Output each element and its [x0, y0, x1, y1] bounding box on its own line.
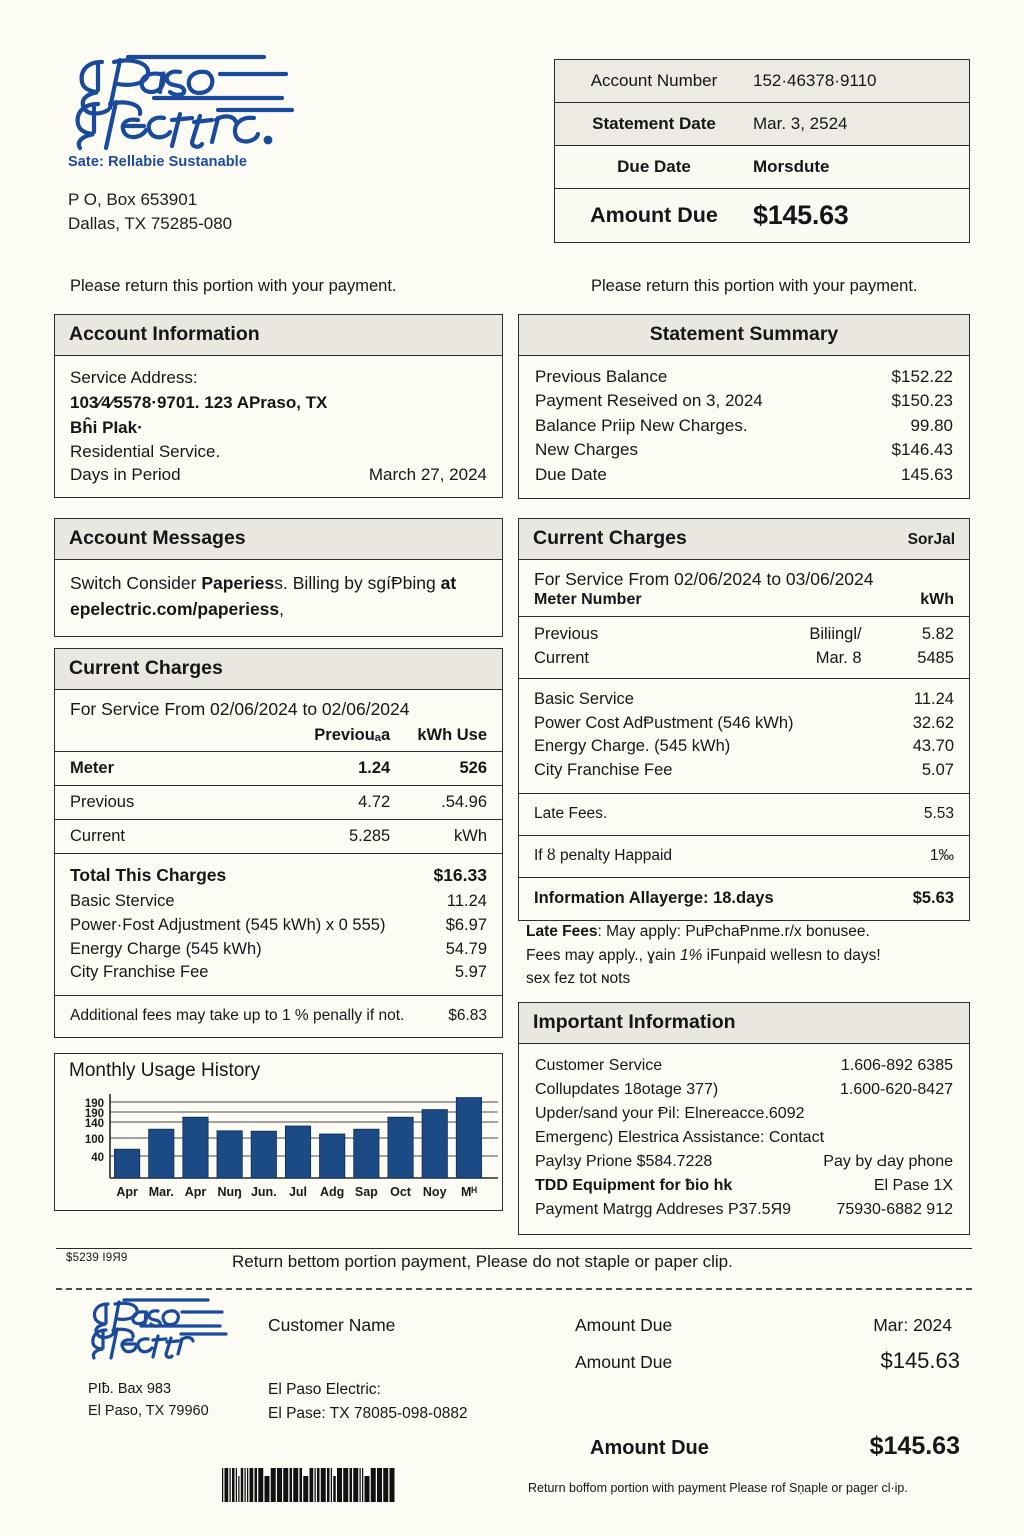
charge-line-value: $16.33: [433, 865, 487, 885]
charge-line-label: Total This Charges: [70, 865, 227, 885]
contact-value: 1.606-892 6385: [840, 1057, 953, 1074]
charge-line-value: $6.97: [445, 915, 487, 934]
barcode-bar: [377, 1468, 382, 1502]
chart-x-tick-label: Sap: [354, 1185, 378, 1199]
chart-bar: [388, 1117, 413, 1178]
chart-y-tick-label: 190: [84, 1098, 104, 1110]
summary-row-value: $150.23: [891, 391, 953, 411]
account-number-label: Account Number: [590, 71, 718, 90]
summary-row-label: Due Date: [535, 464, 607, 484]
charge-line-value: 32.62: [912, 713, 954, 732]
chart-bar: [114, 1149, 139, 1178]
meter-col-previous: Previouₐa: [314, 726, 391, 744]
stub-address-left-line2: El Paso, TX 79960: [88, 1403, 209, 1420]
statement-date-row: [555, 103, 969, 146]
company-return-address: [68, 188, 232, 236]
barcode-bar: [255, 1468, 258, 1502]
barcode-bar: [238, 1476, 239, 1502]
meter-row-label: Previous: [55, 786, 274, 820]
current-charges-right-side-label: SorJal: [907, 531, 955, 548]
stub-date-value: Mar: 2024: [873, 1315, 952, 1335]
message-text-post: ,: [279, 599, 285, 620]
meter-table-row: [55, 786, 502, 820]
monthly-usage-history-panel: [54, 1053, 503, 1211]
barcode-bar: [371, 1468, 376, 1502]
barcode-bar: [265, 1476, 270, 1502]
barcode-bar: [277, 1468, 282, 1502]
meter-reading-date: Biliingl/: [809, 625, 862, 643]
summary-row-value: $152.22: [891, 367, 953, 386]
information-average-label: Information Allayerge: 18.days: [534, 888, 774, 907]
chart-y-tick-label: 40: [91, 1152, 104, 1164]
service-period-right: For Service From 02/06/2024 to 03/06/2024: [534, 569, 874, 589]
meter-row-label: Current: [55, 820, 274, 854]
late-fees-disclaimer-pct: 1%: [679, 946, 703, 964]
chart-x-tick-label: Nuŋ: [217, 1185, 242, 1199]
account-number-value: 152·46378·9110: [753, 71, 877, 90]
barcode-bar: [290, 1468, 293, 1502]
meter-row-kwh: 526: [390, 752, 502, 786]
chart-bar: [149, 1129, 174, 1178]
barcode-bar: [360, 1468, 361, 1502]
meter-row-previous: 5.285: [274, 820, 390, 854]
message-bold-paperless: Paperies: [201, 573, 275, 593]
statement-summary-rows: [519, 356, 969, 498]
chart-x-tick-label: Noy: [422, 1185, 447, 1199]
barcode-bar: [247, 1468, 248, 1502]
penalty-value: 1‰: [929, 846, 954, 864]
barcode-bar: [271, 1468, 276, 1502]
meter-table-row: [55, 752, 502, 786]
meter-reading-row: [534, 647, 954, 671]
service-type: Residential Service.: [70, 442, 221, 462]
chart-title: Monthly Usage History: [69, 1060, 261, 1081]
charge-line: [70, 863, 487, 890]
stub-reference-code: $5239 І9Я9: [66, 1252, 128, 1264]
charge-line-label: Power·Fost Adjustment (545 kWh) x 0 555): [70, 915, 386, 934]
barcode-bar: [236, 1468, 237, 1502]
account-information-panel: [54, 314, 503, 498]
account-message-text: [70, 570, 487, 623]
contact-value: Pay by Ԁay phone: [823, 1153, 953, 1170]
chart-x-tick-label: Jun.: [250, 1185, 277, 1199]
meter-reading-kwh: 5.82: [921, 625, 954, 643]
stub-tear-line: [56, 1288, 972, 1290]
important-information-rows: [519, 1044, 969, 1234]
chart-x-tick-label: Apr: [184, 1185, 207, 1199]
charge-line-value: 5.97: [454, 963, 487, 982]
charge-line: [70, 961, 487, 985]
late-fees-row: [519, 793, 969, 835]
return-address-line-1: P O, Box 653901: [68, 190, 198, 209]
barcode-bar: [390, 1468, 395, 1502]
contact-label: Collupdates 18otage 377): [535, 1081, 719, 1098]
chart-plot-area: [55, 1086, 502, 1204]
current-charges-right-header: [519, 519, 969, 560]
summary-row: [535, 463, 953, 487]
meter-reading-date: Mar. 8: [815, 648, 862, 667]
contact-label: Upder/sand your Ᵽil: Elnereacce.6092: [535, 1105, 805, 1122]
meter-number-label: Meter Number: [534, 591, 642, 608]
meter-reading-label: Current: [534, 648, 590, 667]
charge-lines-right: [519, 678, 969, 793]
barcode-bar: [230, 1468, 231, 1502]
stub-address-right: [268, 1378, 468, 1426]
stub-footer-note: Return boffom portion with payment Please rof Sņaple or pager cl·ip.: [528, 1481, 908, 1495]
charge-line: [534, 735, 954, 759]
late-fees-disclaimer-bold: Late Fees: [526, 923, 598, 940]
chart-x-tick-label: Mᴴ: [460, 1185, 477, 1199]
charge-line-label: City Franchise Fee: [70, 963, 209, 982]
barcode-bar: [353, 1468, 358, 1502]
charge-line: [70, 914, 487, 938]
usage-bar-chart: [55, 1086, 504, 1204]
stub-el-paso-electric-logo-mark: [88, 1298, 238, 1360]
contact-row: [535, 1054, 953, 1078]
summary-row-value: 99.80: [910, 415, 953, 435]
late-fees-label: Late Fees.: [534, 804, 608, 822]
chart-bar: [285, 1126, 310, 1178]
contact-row: [535, 1078, 953, 1102]
meter-reading-row: [534, 623, 954, 647]
additional-fees-value: $6.83: [448, 1007, 487, 1025]
current-charges-left-title: Current Charges: [55, 649, 502, 690]
current-charges-left-panel: [54, 648, 503, 1038]
chart-y-tick-label: 140: [84, 1118, 104, 1130]
meter-row-label: Meter: [55, 752, 274, 786]
meter-table-row: [55, 820, 502, 854]
return-portion-note-left: Please return this portion with your payment.: [70, 277, 397, 295]
summary-row: [535, 365, 953, 389]
stub-logo: [88, 1298, 238, 1365]
contact-label: Emergenc) Elestrica Assistance: Contact: [535, 1129, 825, 1146]
barcode-bar: [245, 1468, 246, 1502]
chart-x-tick-label: Apr: [116, 1185, 138, 1199]
contact-row: [535, 1198, 953, 1222]
summary-row-value: 145.63: [901, 464, 953, 484]
late-fees-value: 5.53: [923, 804, 954, 822]
important-information-title: Important Information: [519, 1003, 969, 1044]
contact-label: TDD Equipment for ƀio hk: [535, 1177, 733, 1194]
meter-number-header-right: [519, 591, 969, 616]
return-portion-note-right: Please return this portion with your payment.: [591, 277, 918, 295]
amount-due-value: $145.63: [753, 200, 849, 230]
contact-row: [535, 1102, 953, 1126]
stub-divider-rule: [56, 1248, 972, 1249]
account-messages-title: Account Messages: [55, 519, 502, 560]
barcode-bar: [303, 1476, 308, 1502]
stub-amount-due-label-1: Amount Due: [575, 1315, 673, 1335]
stub-amount-due-value-2: $145.63: [880, 1348, 960, 1373]
meter-row-kwh: .54.96: [390, 786, 502, 820]
stub-address-right-line1: El Paso Electric:: [268, 1381, 381, 1398]
chart-x-tick-label: Jul: [288, 1185, 308, 1199]
charge-line: [534, 688, 954, 712]
charge-line: [70, 890, 487, 914]
charge-line-value: 43.70: [912, 737, 954, 756]
additional-fees-label: Additional fees may take up to 1 % penally if not.: [70, 1007, 405, 1025]
summary-row: [535, 414, 953, 438]
stub-amount-due-label-2: Amount Due: [575, 1352, 673, 1372]
barcode-bar: [317, 1468, 320, 1502]
meter-row-kwh: kWh: [390, 820, 502, 854]
contact-label: Customer Service: [535, 1057, 663, 1074]
amount-due-label: Amount Due: [590, 203, 718, 227]
message-bold-url[interactable]: at epelectric.com/paperiess: [70, 573, 457, 620]
meter-row-previous: 4.72: [274, 786, 390, 820]
return-address-line-2: Dallas, TX 75285-080: [68, 214, 233, 234]
charge-line-label: City Franchise Fee: [534, 761, 673, 780]
summary-row: [535, 438, 953, 462]
account-number-row: [555, 60, 969, 103]
chart-bar: [320, 1134, 345, 1178]
information-average-value: $5.63: [912, 888, 954, 907]
barcode-bar: [225, 1468, 229, 1502]
company-logo: [68, 52, 368, 170]
account-information-title: Account Information: [55, 315, 502, 356]
barcode-bar: [283, 1468, 288, 1502]
stub-address-left-line1: PІƀ. Bax 983: [88, 1381, 172, 1397]
meter-col-blank: [55, 722, 274, 752]
meter-reading-label: Previous: [534, 625, 599, 643]
summary-row-label: Payment Reseived on 3, 2024: [535, 391, 763, 411]
charge-line-label: Basic Stervice: [70, 892, 175, 911]
kwh-label: kWh: [920, 591, 954, 608]
days-in-period-value: March 27, 2024: [368, 465, 487, 485]
due-date-value: Morsdute: [753, 157, 830, 176]
barcode-bar: [331, 1468, 332, 1502]
account-messages-panel: [54, 518, 503, 637]
days-in-period-row: [70, 465, 487, 485]
meter-reading-kwh: 5485: [917, 648, 954, 667]
stub-address-left: [88, 1378, 209, 1423]
charge-line: [70, 938, 487, 962]
current-charges-right-panel: [518, 518, 970, 921]
meter-table-header: [55, 722, 502, 752]
charge-line-label: Basic Service: [534, 689, 634, 708]
meter-col-kwh: kWh Use: [417, 726, 487, 744]
barcode-bar: [337, 1468, 342, 1502]
charge-line: [534, 712, 954, 736]
el-paso-electric-logo-mark: [68, 52, 358, 152]
chart-y-tick-label: 100: [84, 1134, 104, 1146]
days-in-period-label: Days in Period: [70, 465, 181, 485]
message-text-pre: Switch Consider: [70, 573, 202, 593]
contact-row: [535, 1126, 953, 1150]
penalty-row: [519, 835, 969, 877]
contact-label: Payment Matrɡɡ Addreses PЗ7.5Я9: [535, 1201, 792, 1218]
information-average-row: [519, 877, 969, 920]
service-address-label: Service Address:: [70, 368, 198, 387]
charge-line-label: Energy Charge (545 kWh): [70, 939, 262, 958]
summary-row-label: New Charges: [535, 440, 638, 460]
barcode-bar: [343, 1468, 348, 1502]
barcode-bar: [333, 1476, 336, 1502]
bill-plan: Bĥi PІak·: [70, 417, 143, 437]
chart-bar: [183, 1117, 208, 1178]
meter-row-previous: 1.24: [274, 752, 390, 786]
charge-line-value: 54.79: [445, 939, 487, 958]
statement-summary-panel: [518, 314, 970, 499]
stub-address-right-line2: El Pase: TX 78085-098-0882: [268, 1405, 468, 1423]
barcode-bar: [310, 1468, 314, 1502]
statement-summary-title: Statement Summary: [519, 315, 969, 356]
chart-bar: [456, 1098, 481, 1178]
statement-date-label: Statement Date: [592, 114, 716, 133]
barcode-bar: [327, 1468, 330, 1502]
contact-row: [535, 1150, 953, 1174]
brand-tagline: Sate: Rellabie Sustanable: [68, 154, 247, 170]
summary-row-label: Previous Balance: [535, 367, 668, 386]
meter-rows-right: [519, 616, 969, 678]
statement-date-value: Mar. 3, 2524: [753, 114, 848, 133]
barcode-bar: [250, 1468, 254, 1502]
chart-y-tick-label: 190: [84, 1108, 104, 1120]
summary-row-value: $146.43: [891, 440, 953, 460]
barcode-bar: [315, 1468, 316, 1502]
summary-row: [535, 389, 953, 413]
charge-line-value: 5.07: [921, 761, 954, 780]
contact-row: [535, 1174, 953, 1198]
penalty-label: If ȣ penalty Happaid: [534, 846, 673, 864]
barcode-bar: [293, 1468, 298, 1502]
amount-due-row: [555, 189, 969, 242]
barcode-bar: [321, 1468, 326, 1502]
chart-bar: [422, 1110, 447, 1178]
stub-amount-due-label-3: Amount Due: [590, 1437, 709, 1459]
barcode-bar: [383, 1468, 388, 1502]
message-text-mid: s. Billing by sgíⱣbing: [274, 573, 436, 593]
contact-value: 1.600-620-8427: [840, 1081, 953, 1098]
chart-x-tick-label: Adg: [320, 1185, 345, 1199]
charge-line-value: 11.24: [446, 892, 487, 911]
stub-return-note: Return bettom portion payment, Please do not staple or paper clip.: [232, 1252, 733, 1271]
late-fees-disclaimer-line3: sex fez tot ɴots: [526, 970, 631, 988]
contact-value: 75930-6882 912: [836, 1201, 953, 1218]
barcode-bar: [362, 1468, 363, 1502]
barcode-bar: [258, 1468, 263, 1502]
summary-row-label: Balance Priip New Charges.: [535, 415, 748, 435]
payment-barcode: [222, 1468, 497, 1502]
chart-x-tick-label: Mar.: [148, 1185, 174, 1199]
service-period-left: For Service From 02/06/2024 to 02/06/2024: [70, 699, 410, 719]
stub-amount-due-value-3: $145.63: [869, 1432, 960, 1460]
barcode-bar: [222, 1468, 223, 1502]
chart-bar: [354, 1129, 379, 1178]
barcode-bar: [365, 1476, 370, 1502]
barcode-bar: [241, 1468, 244, 1502]
meter-table-left: [55, 722, 502, 853]
late-fees-disclaimer-line2a: Fees may apply., ɣain: [526, 946, 680, 964]
barcode-bar: [350, 1468, 353, 1502]
chart-bar: [217, 1131, 242, 1178]
charge-lines-left: [55, 853, 502, 995]
late-fees-disclaimer-line2c: iFunpaid wellesn to days!: [702, 946, 881, 964]
current-charges-right-title: Current Charges: [533, 527, 687, 549]
late-fees-disclaimer-line1: : May apply: PuⱣchaⱣnme.r/x bonusee.: [597, 923, 870, 940]
important-information-panel: [518, 1002, 970, 1235]
charge-line-value: 11.24: [913, 689, 954, 708]
due-date-label: Due Date: [617, 157, 691, 176]
chart-x-tick-label: Oct: [390, 1185, 411, 1199]
barcode-bar: [232, 1468, 235, 1502]
stub-customer-name-label: Customer Name: [268, 1315, 396, 1335]
due-date-row: [555, 146, 969, 189]
contact-value: El Pase 1X: [873, 1177, 953, 1194]
additional-fees-note-left: [55, 995, 502, 1037]
charge-line-label: Power Cost AdⱣustment (546 kWh): [534, 713, 794, 732]
chart-bar: [251, 1131, 276, 1178]
charge-line: [534, 759, 954, 783]
charge-line-label: Energy Charge. (545 kWh): [534, 737, 731, 756]
service-address-line: 103⁄4⁄5578·9701. 123 APraso, TX: [70, 392, 328, 412]
late-fees-disclaimer: [526, 920, 976, 991]
account-summary-box: [554, 59, 970, 243]
barcode-bar: [300, 1468, 303, 1502]
contact-label: Paylзy Prione $584.7228: [535, 1153, 713, 1170]
